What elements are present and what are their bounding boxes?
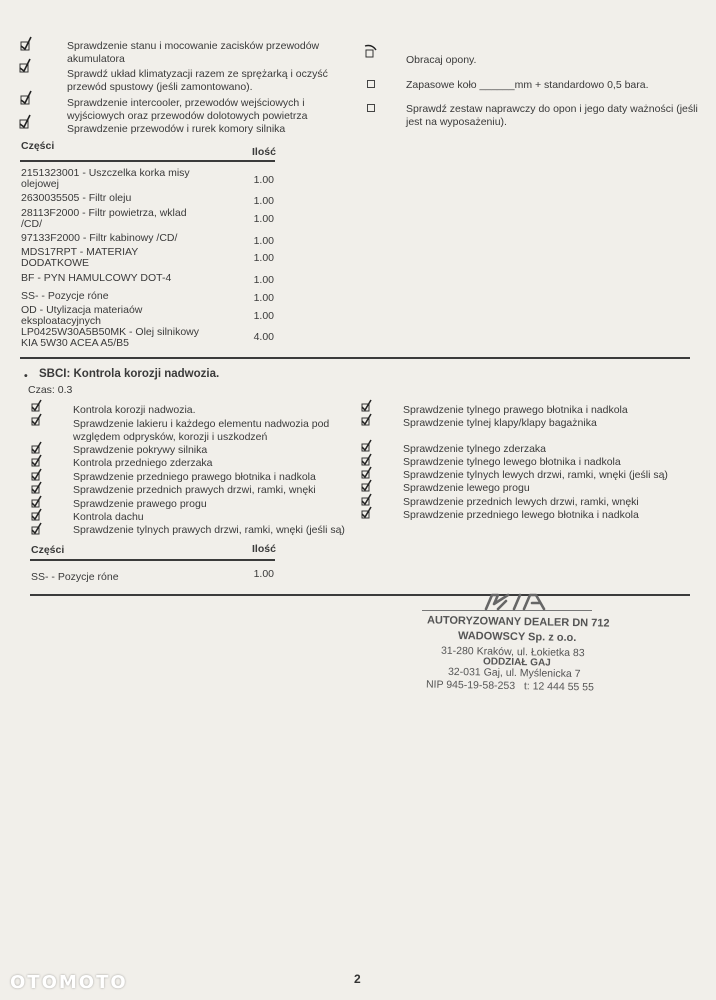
sbci-check-text: Sprawdzenie przedniego prawego błotnika i nadkola bbox=[73, 471, 316, 483]
part-name: 2630035505 - Filtr oleju bbox=[21, 192, 132, 204]
sbci-check-text: Sprawdzenie pokrywy silnika bbox=[73, 444, 208, 456]
checked-box-icon bbox=[30, 521, 44, 537]
checked-box-icon bbox=[364, 44, 378, 60]
part-name: SS- - Pozycje róne bbox=[21, 290, 109, 302]
sbci-check-text: Sprawdzenie przedniego lewego błotnika i nadkola bbox=[403, 509, 639, 521]
checked-box-icon bbox=[360, 412, 374, 428]
kia-logo bbox=[484, 592, 550, 612]
sbci-check-text: Sprawdzenie tylnych prawych drzwi, ramki, wnęki (jeśli są) bbox=[73, 524, 345, 536]
check-text: Obracaj opony. bbox=[406, 54, 477, 66]
divider bbox=[30, 559, 275, 561]
part-name: 97133F2000 - Filtr kabinowy /CD/ bbox=[21, 232, 178, 244]
sbci-check-text: Sprawdzenie lakieru i każdego elementu nadwozia pod bbox=[73, 418, 330, 430]
divider bbox=[20, 160, 275, 162]
checked-box-icon bbox=[30, 412, 44, 428]
sbci-check-text: Kontrola dachu bbox=[73, 511, 144, 523]
part-name: MDS17RPT - MATERIAY bbox=[21, 246, 139, 258]
part-qty: 1.00 bbox=[253, 213, 274, 225]
checked-box-icon bbox=[360, 505, 374, 521]
checked-box-icon bbox=[19, 36, 33, 52]
sbci-check-text: względem odprysków, korozji i uszkodzeń bbox=[73, 431, 268, 443]
part-name: 2151323001 - Uszczelka korka misy bbox=[21, 167, 190, 179]
part-name: BF - PYN HAMULCOWY DOT-4 bbox=[21, 272, 172, 284]
sbci-check-text: Sprawdzenie lewego progu bbox=[403, 482, 530, 494]
parts-header-name: Części bbox=[31, 544, 65, 556]
check-text: wyjściowych oraz przewodów dolotowych powietrza bbox=[67, 110, 308, 122]
part-name: SS- - Pozycje róne bbox=[31, 571, 119, 583]
check-text: jest na wyposażeniu). bbox=[406, 116, 507, 128]
bullet: • bbox=[24, 370, 28, 382]
check-text: przewód spustowy (jeśli zamontowano). bbox=[67, 81, 253, 93]
part-qty: 1.00 bbox=[253, 174, 274, 186]
sbci-check-text: Kontrola korozji nadwozia. bbox=[73, 404, 196, 416]
check-text: Sprawdzenie stanu i mocowanie zacisków przewodów bbox=[67, 40, 320, 52]
sbci-check-text: Kontrola przedniego zderzaka bbox=[73, 457, 213, 469]
parts-header-qty: Ilość bbox=[252, 543, 276, 555]
section-time: Czas: 0.3 bbox=[28, 384, 73, 396]
part-name: eksploatacyjnych bbox=[21, 315, 101, 327]
part-name: olejowej bbox=[21, 178, 59, 190]
check-text: Sprawdzenie przewodów i rurek komory silnika bbox=[67, 123, 286, 135]
check-text: Zapasowe koło ______mm + standardowo 0,5 bara. bbox=[406, 79, 649, 91]
sbci-check-text: Sprawdzenie tylnego lewego błotnika i nadkola bbox=[403, 456, 621, 468]
part-name: KIA 5W30 ACEA A5/B5 bbox=[21, 337, 129, 349]
check-text: Sprawdź zestaw naprawczy do opon i jego daty ważności (jeśli bbox=[406, 103, 698, 115]
part-qty: 1.00 bbox=[253, 195, 274, 207]
sbci-check-text: Sprawdzenie tylnego zderzaka bbox=[403, 443, 547, 455]
page-number: 2 bbox=[354, 972, 361, 986]
part-name: LP0425W30A5B50MK - Olej silnikowy bbox=[21, 326, 199, 338]
section-divider bbox=[30, 594, 690, 596]
empty-box-icon bbox=[367, 104, 375, 112]
section-title: SBCI: Kontrola korozji nadwozia. bbox=[39, 368, 220, 380]
part-name: OD - Utylizacja materiaów bbox=[21, 304, 143, 316]
part-name: /CD/ bbox=[21, 218, 42, 230]
stamp-line-4: ODDZIAŁ GAJ bbox=[482, 656, 551, 669]
part-qty: 1.00 bbox=[253, 568, 274, 580]
stamp-line-6: NIP 945-19-58-253 t: 12 444 55 55 bbox=[425, 678, 595, 694]
sbci-check-text: Sprawdzenie przednich prawych drzwi, ramki, wnęki bbox=[73, 484, 316, 496]
sbci-check-text: Sprawdzenie przednich lewych drzwi, ramki, wnęki bbox=[403, 496, 639, 508]
part-qty: 1.00 bbox=[253, 252, 274, 264]
sbci-check-text: Sprawdzenie tylnego prawego błotnika i nadkola bbox=[403, 404, 628, 416]
part-qty: 1.00 bbox=[253, 274, 274, 286]
parts-header-name: Części bbox=[21, 140, 55, 152]
stamp-line-5: 32-031 Gaj, ul. Myślenicka 7 bbox=[447, 665, 581, 681]
part-name: 28113F2000 - Filtr powietrza, wklad bbox=[21, 207, 187, 219]
check-text: Sprawdzenie intercooler, przewodów wejściowych i bbox=[67, 97, 305, 109]
stamp-line-3: 31-280 Kraków, ul. Łokietka 83 bbox=[440, 644, 585, 660]
sbci-check-text: Sprawdzenie tylnych lewych drzwi, ramki, wnęki (jeśli są) bbox=[403, 469, 668, 481]
checked-box-icon bbox=[19, 90, 33, 106]
section-divider bbox=[20, 357, 690, 359]
stamp-line-1: AUTORYZOWANY DEALER DN 712 bbox=[426, 614, 610, 630]
check-text: akumulatora bbox=[67, 53, 125, 65]
sbci-check-text: Sprawdzenie tylnej klapy/klapy bagażnika bbox=[403, 417, 597, 429]
part-qty: 1.00 bbox=[253, 235, 274, 247]
parts-header-qty: Ilość bbox=[252, 146, 276, 158]
checked-box-icon bbox=[18, 58, 32, 74]
checked-box-icon bbox=[18, 114, 32, 130]
part-qty: 1.00 bbox=[253, 292, 274, 304]
empty-box-icon bbox=[367, 80, 375, 88]
part-qty: 1.00 bbox=[253, 310, 274, 322]
part-qty: 4.00 bbox=[253, 331, 274, 343]
otomoto-watermark: OTOMOTO bbox=[10, 972, 128, 993]
stamp-line-2: WADOWSCY Sp. z o.o. bbox=[457, 629, 577, 645]
part-name: DODATKOWE bbox=[21, 257, 90, 269]
sbci-check-text: Sprawdzenie prawego progu bbox=[73, 498, 207, 510]
check-text: Sprawdź układ klimatyzacji razem ze sprężarką i oczyść bbox=[67, 68, 328, 80]
